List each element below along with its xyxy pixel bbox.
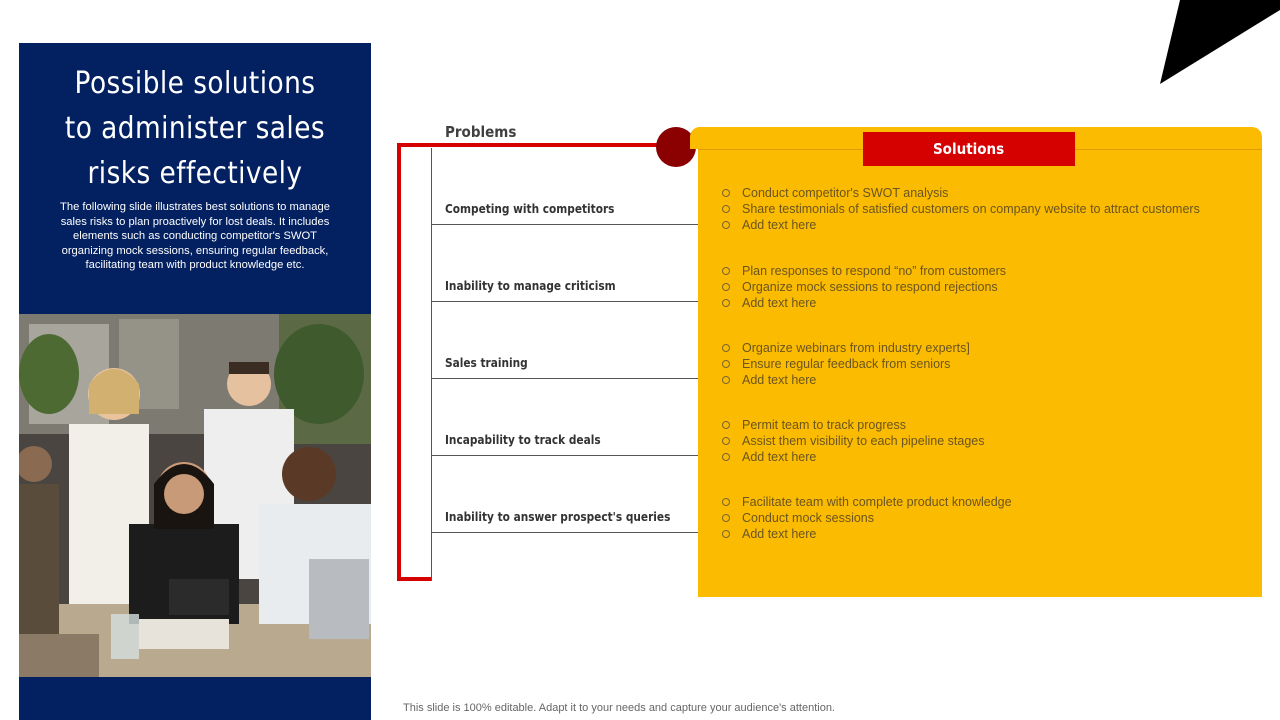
scalloped-edge-decoration — [698, 589, 1262, 603]
solution-group — [722, 340, 1262, 388]
title-line: Possible solutions — [74, 66, 316, 101]
slide-description — [41, 200, 349, 273]
circle-bullet-icon — [722, 299, 730, 307]
solution-item — [722, 340, 1262, 356]
title-line: to administer sales — [64, 111, 326, 146]
circle-bullet-icon — [722, 530, 730, 538]
problem-label: Inability to manage criticism — [445, 279, 616, 293]
solution-text: Add text here — [742, 373, 817, 387]
solution-text: Add text here — [742, 218, 817, 232]
solutions-header-label: Solutions — [933, 140, 1005, 158]
circle-bullet-icon — [722, 376, 730, 384]
solution-group — [722, 185, 1262, 233]
problem-row — [432, 456, 700, 533]
circle-bullet-icon — [722, 437, 730, 445]
problem-label: Sales training — [445, 356, 528, 370]
solution-item — [722, 263, 1262, 279]
solution-text: Organize webinars from industry experts] — [742, 341, 970, 355]
circle-bullet-icon — [722, 221, 730, 229]
solution-text: Share testimonials of satisfied customers on company website to attract customers — [742, 202, 1200, 216]
circle-bullet-icon — [722, 514, 730, 522]
circle-bullet-icon — [722, 283, 730, 291]
solution-text: Permit team to track progress — [742, 418, 906, 432]
solution-item — [722, 185, 1262, 201]
solution-group — [722, 494, 1262, 542]
team-meeting-photo — [19, 314, 371, 677]
solution-text: Plan responses to respond “no” from customers — [742, 264, 1007, 278]
circle-bullet-icon — [722, 453, 730, 461]
slide-title — [49, 61, 341, 196]
circle-bullet-icon — [722, 205, 730, 213]
circle-bullet-icon — [722, 360, 730, 368]
footer-note: This slide is 100% editable. Adapt it to your needs and capture your audience's attention. — [403, 702, 835, 714]
description-line: facilitating team with product knowledge etc. — [85, 259, 305, 271]
solution-text: Ensure regular feedback from seniors — [742, 357, 951, 371]
solution-item — [722, 279, 1262, 295]
solution-item — [722, 217, 1262, 233]
problem-row — [432, 302, 700, 379]
problem-row — [432, 225, 700, 302]
solution-text: Facilitate team with complete product knowledge — [742, 495, 1012, 509]
solution-text: Add text here — [742, 450, 817, 464]
problems-header: Problems — [445, 123, 517, 141]
solution-item — [722, 201, 1262, 217]
title-line: risks effectively — [87, 156, 303, 191]
description-line: elements such as conducting competitor's SWOT — [72, 230, 317, 242]
description-line: The following slide illustrates best solutions to manage — [60, 201, 330, 213]
left-panel — [19, 43, 371, 720]
solution-item — [722, 433, 1262, 449]
solution-item — [722, 295, 1262, 311]
circle-bullet-icon — [722, 267, 730, 275]
solution-text: Add text here — [742, 296, 817, 310]
solution-text: Conduct competitor's SWOT analysis — [742, 186, 949, 200]
solution-text: Conduct mock sessions — [742, 511, 875, 525]
solution-item — [722, 356, 1262, 372]
solution-text: Assist them visibility to each pipeline stages — [742, 434, 985, 448]
solution-text: Organize mock sessions to respond rejections — [742, 280, 998, 294]
problem-label: Competing with competitors — [445, 202, 615, 216]
circle-bullet-icon — [722, 189, 730, 197]
problem-label: Inability to answer prospect's queries — [445, 510, 671, 524]
solution-item — [722, 449, 1262, 465]
description-line: organizing mock sessions, ensuring regular feedback, — [61, 244, 329, 257]
solution-item — [722, 417, 1262, 433]
solution-item — [722, 526, 1262, 542]
solutions-panel — [698, 127, 1262, 597]
circle-bullet-icon — [722, 344, 730, 352]
corner-triangle-decoration — [1150, 0, 1280, 90]
solution-item — [722, 510, 1262, 526]
solution-text: Add text here — [742, 527, 817, 541]
description-line: sales risks to plan proactively for lost deals. It includes — [60, 215, 330, 228]
solution-group — [722, 263, 1262, 311]
circle-bullet-icon — [722, 498, 730, 506]
problems-list — [431, 148, 700, 581]
solution-item — [722, 372, 1262, 388]
circle-bullet-icon — [722, 421, 730, 429]
problem-row — [432, 379, 700, 456]
solution-item — [722, 494, 1262, 510]
solutions-header — [863, 132, 1075, 166]
problem-label: Incapability to track deals — [445, 433, 601, 447]
solution-group — [722, 417, 1262, 465]
